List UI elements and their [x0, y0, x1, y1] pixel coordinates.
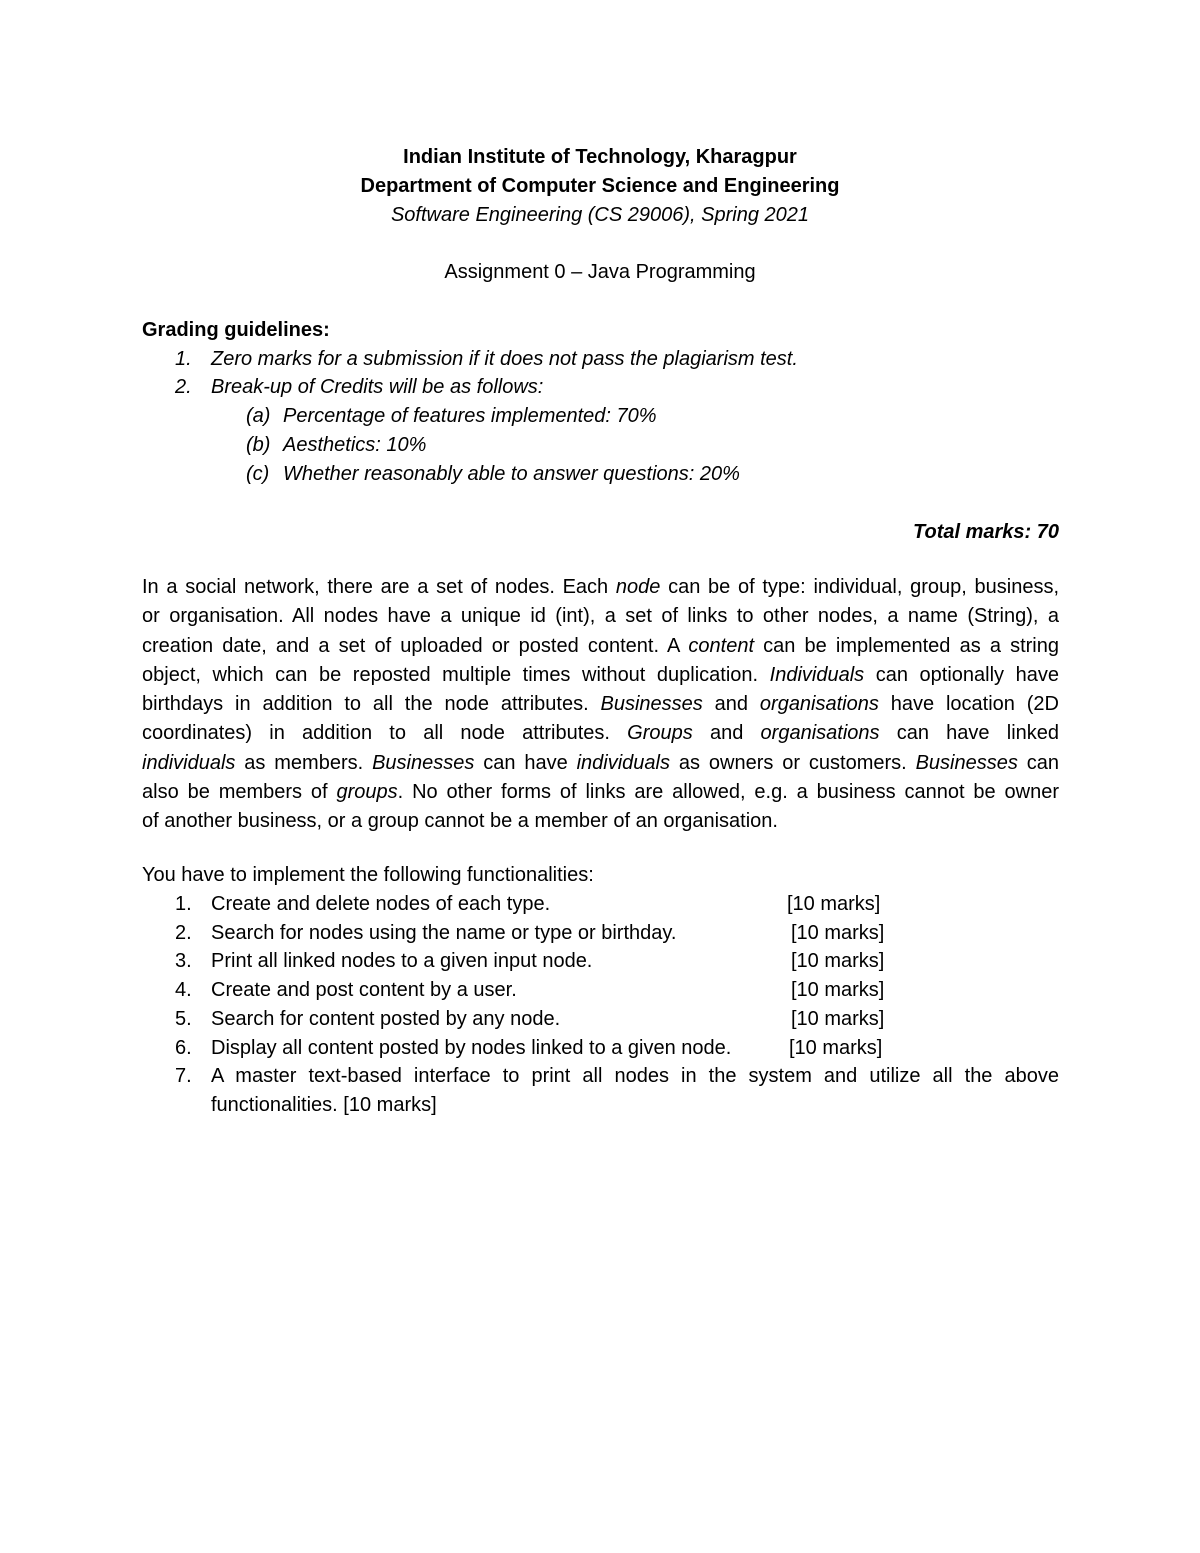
functionality-text: Create and delete nodes of each type. — [211, 893, 551, 915]
description-italic-term: individuals — [576, 751, 670, 774]
description-text: can be implemented as a string — [754, 634, 1059, 657]
description-text: and — [702, 693, 760, 716]
grading-item-text: Break-up of Credits will be as follows: — [211, 376, 544, 398]
description-italic-term: Groups — [627, 722, 693, 745]
institute-name: Indian Institute of Technology, Kharagpur — [403, 146, 797, 168]
description-text: In a social network, there are a set of nodes. Each — [142, 576, 616, 598]
functionality-number: 7. — [175, 1065, 192, 1087]
description-italic-term: Businesses — [372, 751, 475, 774]
description-italic-term: Individuals — [769, 663, 865, 686]
description-text: as members. — [235, 751, 373, 774]
grading-subitem-label: (b) — [246, 434, 271, 456]
description-text: can — [1017, 751, 1060, 774]
functionality-marks: [10 marks] — [791, 1008, 885, 1030]
grading-item-number: 1. — [175, 348, 192, 370]
grading-heading: Grading guidelines: — [142, 319, 330, 341]
assignment-title: Assignment 0 – Java Programming — [444, 261, 756, 283]
functionality-number: 2. — [175, 922, 192, 944]
description-text: also be members of — [142, 781, 337, 804]
description-italic-term: individuals — [142, 751, 236, 774]
grading-item-text: Zero marks for a submission if it does not pass the plagiarism test. — [211, 348, 798, 370]
description-text: of another business, or a group cannot be a member of an organisation. — [142, 810, 778, 833]
grading-subitem-text: Percentage of features implemented: 70% — [283, 405, 657, 427]
description-line — [142, 807, 1059, 836]
functionality-marks: [10 marks] — [787, 893, 881, 915]
description-italic-term: Businesses — [600, 693, 703, 716]
description-text: and — [692, 722, 761, 745]
description-text: can have linked — [879, 722, 1060, 745]
description-text: . No other forms of links are allowed, e.g. a business cannot be owner — [397, 781, 1059, 804]
description-text: can have — [474, 751, 577, 774]
grading-subitem-text: Aesthetics: 10% — [283, 434, 427, 456]
description-text: or organisation. All nodes have a unique id (int), a set of links to other nodes, a name (String), a — [142, 605, 1059, 628]
description-italic-term: groups — [336, 781, 398, 804]
description-text: birthdays in addition to all the node attributes. — [142, 693, 601, 716]
description-text: creation date, and a set of uploaded or posted content. A — [142, 634, 689, 657]
description-italic-term: content — [688, 634, 755, 657]
course-title: Software Engineering (CS 29006), Spring 2021 — [390, 204, 810, 226]
description-text: as owners or customers. — [670, 751, 916, 774]
functionality-text: Create and post content by a user. — [211, 979, 517, 1001]
description-italic-term: organisations — [760, 722, 880, 745]
functionality-number: 4. — [175, 979, 192, 1001]
description-line — [142, 778, 1059, 807]
functionality-text: Display all content posted by nodes linked to a given node. — [211, 1037, 732, 1059]
description-line — [142, 632, 1059, 661]
functionality-item-7 — [211, 1062, 1059, 1119]
functionalities-intro: You have to implement the following functionalities: — [142, 864, 594, 886]
functionality-marks: [10 marks] — [789, 1037, 883, 1059]
description-line — [142, 690, 1059, 719]
functionality-marks: [10 marks] — [791, 922, 885, 944]
description-text: can optionally have — [864, 663, 1059, 686]
grading-subitem-text: Whether reasonably able to answer questions: 20% — [283, 463, 740, 485]
description-line — [142, 749, 1059, 778]
description-line — [142, 573, 1059, 602]
description-text: have location (2D — [878, 693, 1060, 716]
grading-subitem-label: (c) — [246, 463, 270, 485]
description-text: can be of type: individual, group, business, — [660, 576, 1059, 598]
functionality-number: 5. — [175, 1008, 192, 1030]
description-paragraph — [142, 573, 1059, 837]
functionality-text: Print all linked nodes to a given input node. — [211, 950, 593, 972]
functionality-marks: [10 marks] — [791, 950, 885, 972]
total-marks: Total marks: 70 — [913, 521, 1059, 543]
functionality-text: A master text-based interface to print all nodes in the system and utilize all the above — [211, 1065, 1059, 1087]
grading-item-number: 2. — [175, 376, 192, 398]
functionality-text: Search for nodes using the name or type or birthday. — [211, 922, 677, 944]
description-italic-term: Businesses — [915, 751, 1018, 774]
functionality-number: 6. — [175, 1037, 192, 1059]
grading-subitem-label: (a) — [246, 405, 271, 427]
functionality-number: 1. — [175, 893, 192, 915]
description-line — [142, 602, 1059, 631]
functionality-text: Search for content posted by any node. — [211, 1008, 561, 1030]
description-line — [142, 719, 1059, 748]
description-text: object, which can be reposted multiple times without duplication. — [142, 663, 770, 686]
functionality-marks: [10 marks] — [791, 979, 885, 1001]
description-line — [142, 661, 1059, 690]
functionality-number: 3. — [175, 950, 192, 972]
functionality-text: functionalities. [10 marks] — [211, 1093, 437, 1116]
department-name: Department of Computer Science and Engineering — [360, 175, 840, 197]
description-italic-term: node — [615, 576, 661, 598]
description-text: coordinates) in addition to all node attributes. — [142, 722, 628, 745]
description-italic-term: organisations — [759, 693, 879, 716]
